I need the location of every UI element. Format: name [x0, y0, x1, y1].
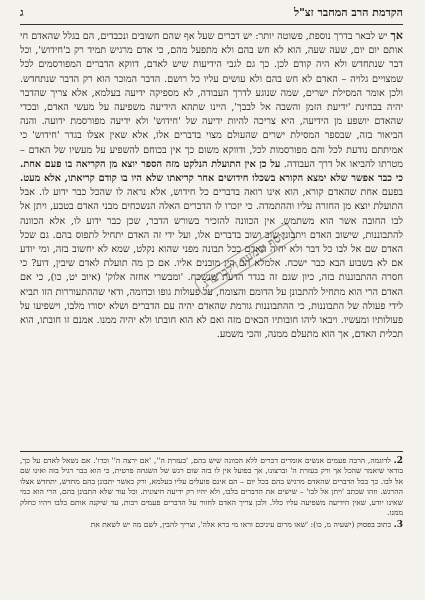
page-number: ג — [20, 6, 24, 19]
page-header — [20, 6, 403, 25]
running-head: הקדמת הרב המחבר זצ"ל — [293, 6, 403, 19]
ownership-stamp: יוסף שמעון זילברברג — [193, 222, 296, 296]
footnote — [20, 520, 403, 530]
footnote-number: 3. — [393, 520, 403, 531]
paragraph — [20, 29, 403, 342]
footnote-divider — [20, 451, 403, 452]
footnote — [20, 456, 403, 518]
paragraph-text: יש לבאר בדרך נוספת, פשוטה יותר: יש דברים שעל אף שהם חשובים ונכבדים, הם בגלל שהאדם חי אותם יום יום, שעה שעה, הוא לא חש בהם ולא מתפעל מהם, כי אדם מרגיש תמיד רק ב'חידוש', וכל דבר שנתחדש ולא היה קודם לכן. כך גם לגבי הידיעות שיש לאדם, דווקא הדברים המפורסמים לכל שמצויים גלויה – האדם לא חש בהם ולא עושים עליו כל רושם. הדבר המוכר הוא רק הדבר שנתחדש. ולכן אומר המסילת ישרים, שמה שנוגע לדרך העבודה, לא מספיקה ידיעה בעלמא, אלא צריך שהדבר יהיה בבחינת 'ידיעת הזמן והשבה אל לבבך', היינו שתהא הידיעה משפיעה על מעשי האדם, ובכדי שהאדם יושפע מן הידיעה, היא צריכה להיות ידיעה של 'חידוש' ולא ידיעה מפורסמת ידועה. והנה הביאור בזה, שבספר המסילת ישרים שהעולם מצוי בדברים אלו, אלא שאין אצלו בגדר 'חידוש' כי אמיתתם נודעת לכל והם מפורסמות לכל, ודווקא משום כך אין בכוחם להשפיע על מעשיו של האדם – מטרתו להביאו אל דרך העבודה. — [20, 31, 403, 170]
footnote-text: כתוב בפסוק (ישעיה מ, כו): 'שאו מרום עיניכם וראו מי ברא אלה', וצריך להבין, לשם מה יש לשאת את — [90, 520, 392, 530]
bold-quote: על כן אין התועלת הנלקט מזה הספר יוצא מן הקריאה בו פעם אחת. כי כבר אפשר שלא ימצא הקורא בשכלו חידושים אחר קריאתו שלא היו בו קודם קריאתו, אלא מעט. — [20, 158, 403, 185]
footnote-text: לדוגמה, הרבה פעמים אנשים אומרים דברים ללא הכוונה שיש בהם, 'בעזרת ה'', 'אם ירצה ה'' וכדו'. אם נשאל לאדם על כך, בודאי שיאמר שהכל אך ורק בעזרת ה' וברצונו, אך בפועל אין לו בזה שום רגש של השגחה פרטית, כי הוא כבר רגיל בזה ואינו שם אל לבו. כך בכל הדברים שהאדם מרגיש בהם בכל יום – הם אינם פועלים עליו בעלמא, ורק כאשר יתבונן בהם מחדש, יתחדש אצלו ההרגש. וזהו שכתב 'ויתן אל לבו' – שישים את הדברים בלבו, ולא יהיו רק ידיעה חיצונית. וכל עוד שלא התבונן בהם, הרי הוא כמי שאינו יודע, שאין הידיעה משפיעה עליו כלל. ולכן צריך האדם לחזור על הדברים פעמים רבות, עד שיקנה אותם בלבו ויהיו כחלק ממנו. — [20, 456, 403, 518]
main-text — [20, 29, 403, 447]
paragraph-text: בפעם אחת שהאדם קורא, הוא אינו רואה בדברים כל חידוש, אלא נראה לו שהכל כבר ידוע לו. אבל התועלת יוצא מן החזרה עליו וההתמדה. כי יזכרו לו הדברים האלה הנשכחים מבני האדם בטבע, ויתן אל לבו החובה אשר הוא משתמש. אין הכוונה להזכיר בשורש הדבר, שכן כבר ידוע לו, אלא הכוונה להתבוננות, שישוב האדם ויתבונן שוב ושוב בדברים אלו, ועל ידי זה האדם יתחיל לתפוס בהם. גם שכל האדם שם אל לבו כל דבר ולא יהיה האדם ככל תבונה מפני שהוא נקלט, שמא לא יחשוב בזה, ומי יודע אם לא בשבוע הבא כבר ישכח. אלמלא הם היו מובנים אליו. אם כן מה תועלת לאדם שיבין, דוע? כי חסרה ההתבוננות בזה, כיון שגם זה בגדר הדעת שנשכח. 'ומבשרי אחזה אלוק' (איוב יט, כו), כי אם האדם הרי הוא מתחיל להתבונן על הדומם והצומח, על פעולות גופו וכדומה, ודאי שההתעוררות הזו תביא לידי פעולה של התבוננות, כי ההתבוננות גורמת שהאדם יהיה עם הדברים ושלא יסורו מלבו, וישפיעו על פעולותיו ומעשיו. ויבאו ליהו חובותיו הבאים מזה ואם לא הוא חובתו ולא יהיה ממנו. אמנם זו חובתו, הוא תכלית האדם, אך הוא מתעלם ממנה, והכי משמע. — [20, 187, 403, 341]
footnote-number: 2. — [393, 456, 403, 466]
footnotes — [20, 456, 403, 574]
lead-word: אך — [390, 29, 403, 42]
